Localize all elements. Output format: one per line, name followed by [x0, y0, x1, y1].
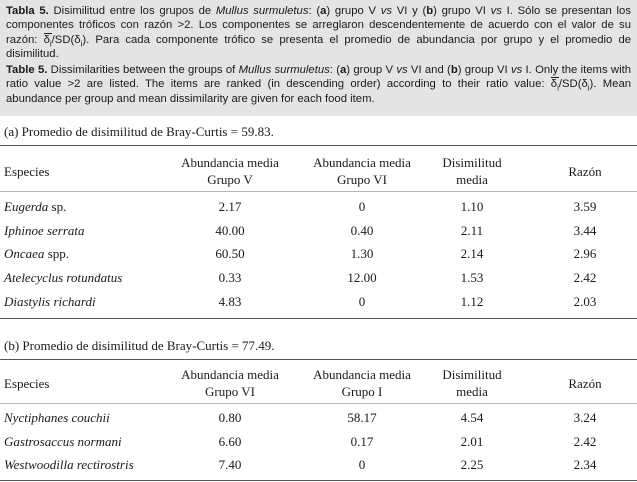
table-b-dis-cell: 2.01	[460, 433, 484, 449]
table-a-dis-cell: 1.53	[460, 270, 484, 286]
table-b-ratio-cell: 3.24	[573, 410, 597, 425]
formula-en: $\delta_i$ $/SD(\delta_i)$	[550, 78, 594, 93]
table-a-header-species: Especies	[4, 164, 50, 179]
table-a-ratio-cell: 2.96	[573, 246, 597, 262]
table-a-ratio-cell: 3.44	[573, 222, 597, 238]
caption-spanish: Tabla 5. Disimilitud entre los grupos de Mullus surmuletus: (a) grupo V vs VI y (b) grupo VI vs I. Sólo se presentan los componentes tróficos con razón >2. Los componentes se arreglaron descendentemente de acuerdo con el valor de su razón: $\delta_i$ $/SD(\delta_i)$. Para cada componente trófico se presenta el promedio de abundancia por grupo y el promedio de disimilitud.	[6, 5, 632, 60]
table-a-g2-cell: 0.40	[350, 222, 374, 238]
table-b-header-species: Especies	[4, 376, 50, 391]
table-a-g2-cell: 0	[358, 199, 366, 214]
table-b-g1-cell: 6.60	[218, 433, 242, 449]
table-a-species-cell	[4, 223, 85, 239]
table-b-species-cell	[4, 434, 122, 450]
table-a-header-abund1: Abundancia media Grupo V	[181, 155, 279, 187]
table-a-g1-cell: 40.00	[215, 222, 245, 238]
table-a-g1-cell: 2.17	[218, 199, 242, 214]
table-a-header-rule	[0, 191, 637, 192]
table-b-dis-cell: 2.25	[460, 457, 484, 472]
table-b-title: (b) Promedio de disimilitud de Bray-Curtis = 77.49.	[4, 338, 275, 353]
species-name: Eugerda	[4, 199, 49, 214]
table-a-species-cell	[4, 246, 69, 262]
species-suffix: sp.	[48, 199, 67, 214]
table-b-ratio-cell: 2.34	[573, 457, 597, 472]
table-a-g1-cell: 4.83	[218, 293, 242, 309]
table-a-header-ratio: Razón	[568, 164, 602, 179]
table-b	[0, 335, 637, 357]
table-a-g2-cell: 1.30	[350, 246, 374, 262]
species-name: Nyctiphanes couchii	[4, 410, 110, 425]
table-a-dis-cell: 2.14	[460, 246, 484, 262]
table-a	[0, 121, 637, 143]
table-b-header-abund2: Abundancia media Grupo I	[313, 367, 411, 399]
table-a-ratio-cell: 2.03	[573, 293, 597, 309]
species-name: Diastylis richardi	[4, 293, 96, 309]
table-a-ratio-cell: 2.42	[573, 270, 597, 286]
species-name: Iphinoe serrata	[4, 222, 85, 238]
table-b-g2-cell: 58.17	[347, 410, 377, 425]
caption-en-label: Table 5.	[6, 64, 48, 77]
table-a-bottom-rule	[0, 318, 637, 319]
species-name: Oncaea	[4, 246, 45, 262]
table-a-ratio-cell: 3.59	[573, 199, 597, 214]
table-a-dis-cell: 1.10	[460, 199, 484, 214]
table-b-header-abund1: Abundancia media Grupo VI	[181, 367, 279, 399]
species-name: Gastrosaccus normani	[4, 433, 122, 449]
table-a-species-cell	[4, 270, 122, 286]
table-b-bottom-rule	[0, 480, 637, 481]
table-b-dis-cell: 4.54	[460, 410, 484, 425]
table-b-top-rule	[0, 359, 637, 360]
species-name: Atelecyclus rotundatus	[4, 270, 123, 286]
table-a-title: (a) Promedio de disimilitud de Bray-Curtis = 59.83.	[4, 124, 274, 139]
table-b-header-rule	[0, 403, 637, 404]
table-a-species-cell	[4, 199, 66, 215]
table-a-header-abund2: Abundancia media Grupo VI	[313, 155, 411, 187]
table-b-g1-cell: 7.40	[218, 457, 242, 472]
table-a-top-rule	[0, 145, 637, 146]
table-a-g2-cell: 0	[358, 293, 366, 309]
formula-es: $\delta_i$ $/SD(\delta_i)$	[43, 33, 87, 48]
table-b-g2-cell: 0	[358, 457, 366, 472]
table-b-g2-cell: 0.17	[350, 433, 374, 449]
table-a-g2-cell: 12.00	[347, 270, 377, 286]
table-a-species-cell	[4, 294, 96, 310]
table-b-header-dissimilarity: Disimilitud media	[442, 367, 502, 399]
table-b-ratio-cell: 2.42	[573, 433, 597, 449]
caption-english: Table 5. Dissimilarities between the groups of Mullus surmuletus: (a) group V vs VI and (b) group VI vs I. Only the items with ratio value >2 are listed. The items are ranked (in descending order) according to their ratio value: $\delta_i$ $/SD(\delta_i)$. Mean abundance per group and mean dissimilarity are given for each food item.	[6, 64, 632, 105]
species-suffix: spp.	[44, 246, 69, 262]
table-caption	[0, 0, 637, 116]
table-a-header-dissimilarity: Disimilitud media	[442, 155, 502, 187]
species-name: Westwoodilla rectirostris	[4, 457, 134, 472]
table-a-dis-cell: 2.11	[460, 222, 484, 238]
table-a-g1-cell: 60.50	[215, 246, 245, 262]
table-a-dis-cell: 1.12	[460, 293, 484, 309]
table-b-g1-cell: 0.80	[218, 410, 242, 425]
table-b-species-cell	[4, 410, 110, 426]
caption-es-label: Tabla 5.	[6, 5, 49, 17]
table-b-species-cell	[4, 457, 134, 473]
table-a-g1-cell: 0.33	[218, 270, 242, 286]
table-b-header-ratio: Razón	[568, 376, 602, 391]
